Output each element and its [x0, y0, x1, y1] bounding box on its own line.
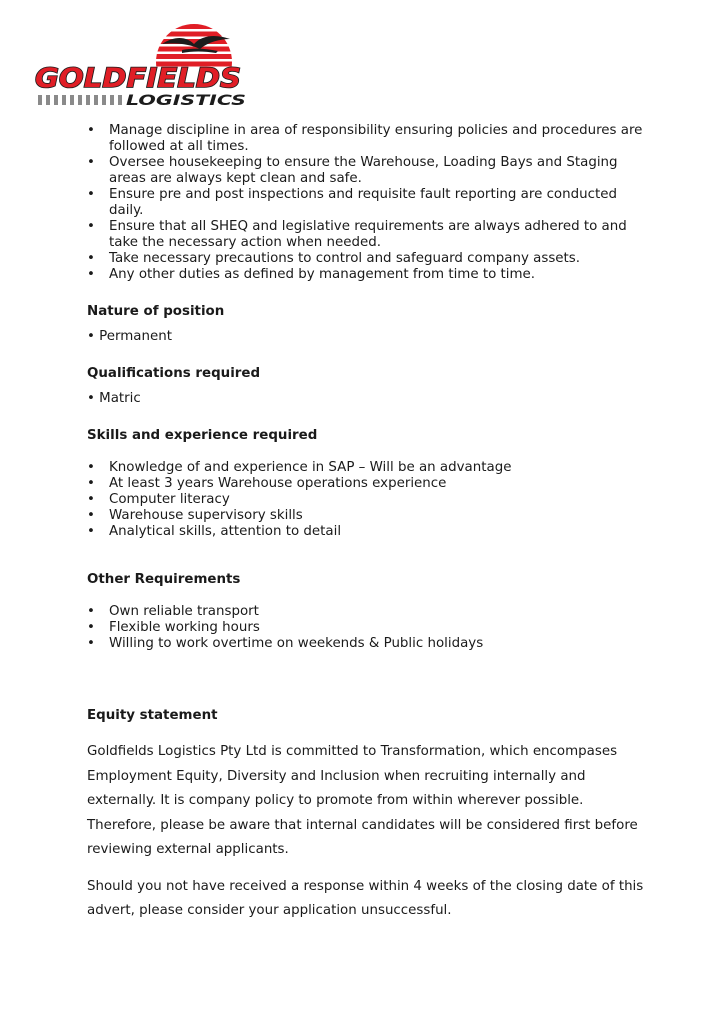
list-item: • Analytical skills, attention to detail — [87, 524, 647, 540]
skills-heading: Skills and experience required — [87, 428, 318, 443]
other-requirements-list — [87, 604, 647, 652]
nature-item: • Permanent — [87, 329, 172, 344]
list-item: • Warehouse supervisory skills — [87, 508, 647, 524]
brand-bottom-text: LOGISTICS — [126, 93, 246, 109]
list-item: • Manage discipline in area of responsibility ensuring policies and procedures are followed at all times. — [87, 123, 647, 155]
speed-lines — [38, 95, 122, 105]
duties-list — [87, 123, 647, 283]
list-item: • Knowledge of and experience in SAP – Will be an advantage — [87, 460, 647, 476]
response-paragraph: Should you not have received a response within 4 weeks of the closing date of this advert, please consider your application unsuccessful. — [87, 878, 644, 918]
goldfields-logistics-logo — [34, 24, 250, 110]
equity-paragraph: Goldfields Logistics Pty Ltd is committed to Transformation, which encompases Employment Equity, Diversity and Inclusion when recruiting internally and externally. It is company policy to promote from within wherever possible. Therefore, please be aware that internal candidates will be considered first before reviewing external applicants. — [87, 744, 638, 857]
skills-list — [87, 460, 647, 540]
job-advert-content — [87, 123, 647, 924]
other-requirements-heading: Other Requirements — [87, 572, 241, 587]
nature-heading: Nature of position — [87, 304, 225, 319]
list-item: • Own reliable transport — [87, 604, 647, 620]
list-item: • At least 3 years Warehouse operations experience — [87, 476, 647, 492]
brand-top-text: GOLDFIELDS — [35, 63, 241, 94]
list-item: • Ensure pre and post inspections and requisite fault reporting are conducted daily. — [87, 187, 647, 219]
list-item: • Flexible working hours — [87, 620, 647, 636]
list-item: • Computer literacy — [87, 492, 647, 508]
qualifications-heading: Qualifications required — [87, 366, 261, 381]
list-item: • Willing to work overtime on weekends & Public holidays — [87, 636, 647, 652]
list-item: • Ensure that all SHEQ and legislative requirements are always adhered to and take the necessary action when needed. — [87, 219, 647, 251]
list-item: • Take necessary precautions to control and safeguard company assets. — [87, 251, 647, 267]
equity-heading: Equity statement — [87, 708, 218, 723]
list-item: • Oversee housekeeping to ensure the Warehouse, Loading Bays and Staging areas are always kept clean and safe. — [87, 155, 647, 187]
list-item: • Any other duties as defined by management from time to time. — [87, 267, 647, 283]
qualifications-item: • Matric — [87, 391, 141, 406]
